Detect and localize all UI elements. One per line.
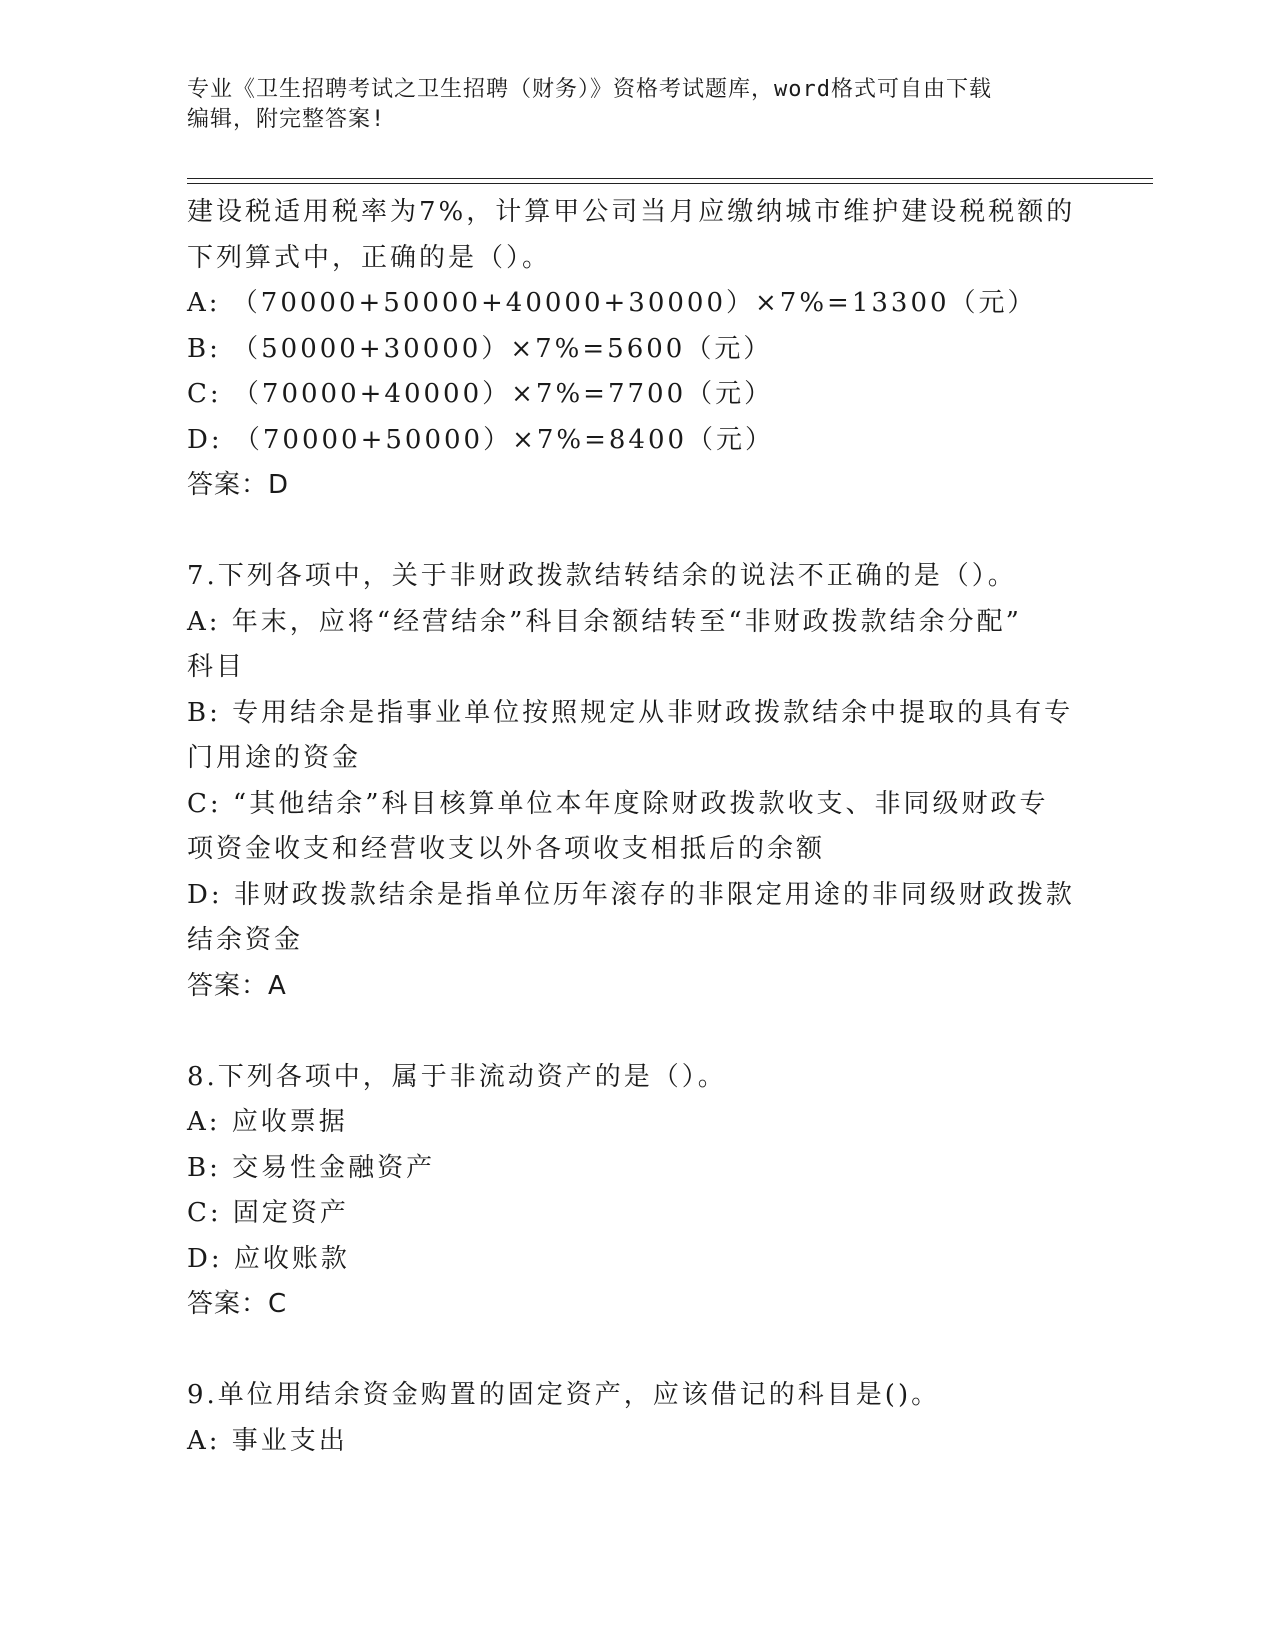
question-7-block (187, 554, 1087, 1009)
question-8-option-b: B: 交易性金融资产 (187, 1152, 436, 1183)
question-7-option-d-line-2: 结余资金 (187, 925, 304, 955)
question-8-answer: 答案：C (187, 1289, 288, 1319)
question-6-stem-line-1: 建设税适用税率为7%，计算甲公司当月应缴纳城市维护建设税税额的 (187, 197, 1076, 227)
question-8-option-c: C: 固定资产 (187, 1198, 349, 1228)
question-6-option-c: C: （70000+40000）×7%=7700（元） (187, 379, 774, 409)
page-header (187, 75, 1067, 135)
question-8-option-d: D: 应收账款 (187, 1243, 350, 1274)
question-list (187, 190, 1087, 1464)
header-divider-bottom (187, 183, 1153, 184)
question-9-stem: 9.单位用结余资金购置的固定资产，应该借记的科目是()。 (187, 1380, 941, 1410)
question-7-option-a-line-2: 科目 (187, 652, 246, 682)
question-7-answer: 答案：A (187, 970, 287, 1001)
question-7-option-b-line-2: 门用途的资金 (187, 743, 362, 773)
header-line-1: 专业《卫生招聘考试之卫生招聘（财务）》资格考试题库，word格式可自由下载 (187, 77, 992, 102)
question-9-option-a: A: 事业支出 (187, 1425, 348, 1456)
question-8-option-a: A: 应收票据 (187, 1107, 348, 1137)
question-8-block (187, 1055, 1087, 1328)
question-gap (187, 509, 1087, 555)
question-7-option-b-line-1: B: 专用结余是指事业单位按照规定从非财政拨款结余中提取的具有专 (187, 697, 1074, 728)
question-7-stem: 7.下列各项中，关于非财政拨款结转结余的说法不正确的是（）。 (187, 561, 1017, 591)
question-gap (187, 1009, 1087, 1055)
question-9-block (187, 1373, 1087, 1464)
header-line-2: 编辑，附完整答案! (187, 107, 386, 132)
question-7-option-a-line-1: A: 年末，应将“经营结余”科目余额结转至“非财政拨款结余分配” (187, 606, 1022, 637)
header-divider-top (187, 178, 1153, 179)
question-7-option-c-line-2: 项资金收支和经营收支以外各项收支相抵后的余额 (187, 834, 826, 864)
question-6-option-a: A: （70000+50000+40000+30000）×7%=13300（元） (187, 288, 1037, 318)
question-6-stem-line-2: 下列算式中，正确的是（）。 (187, 242, 552, 273)
question-gap (187, 1328, 1087, 1374)
question-7-option-c-line-1: C: “其他结余”科目核算单位本年度除财政拨款收支、非同级财政专 (187, 788, 1049, 819)
question-7-option-d-line-1: D: 非财政拨款结余是指单位历年滚存的非限定用途的非同级财政拨款 (187, 879, 1075, 910)
question-8-stem: 8.下列各项中，属于非流动资产的是（）。 (187, 1061, 727, 1092)
question-6-block (187, 190, 1087, 509)
question-6-answer: 答案：D (187, 470, 290, 500)
question-6-option-b: B: （50000+30000）×7%=5600（元） (187, 333, 773, 364)
question-6-option-d: D: （70000+50000）×7%=8400（元） (187, 424, 775, 455)
